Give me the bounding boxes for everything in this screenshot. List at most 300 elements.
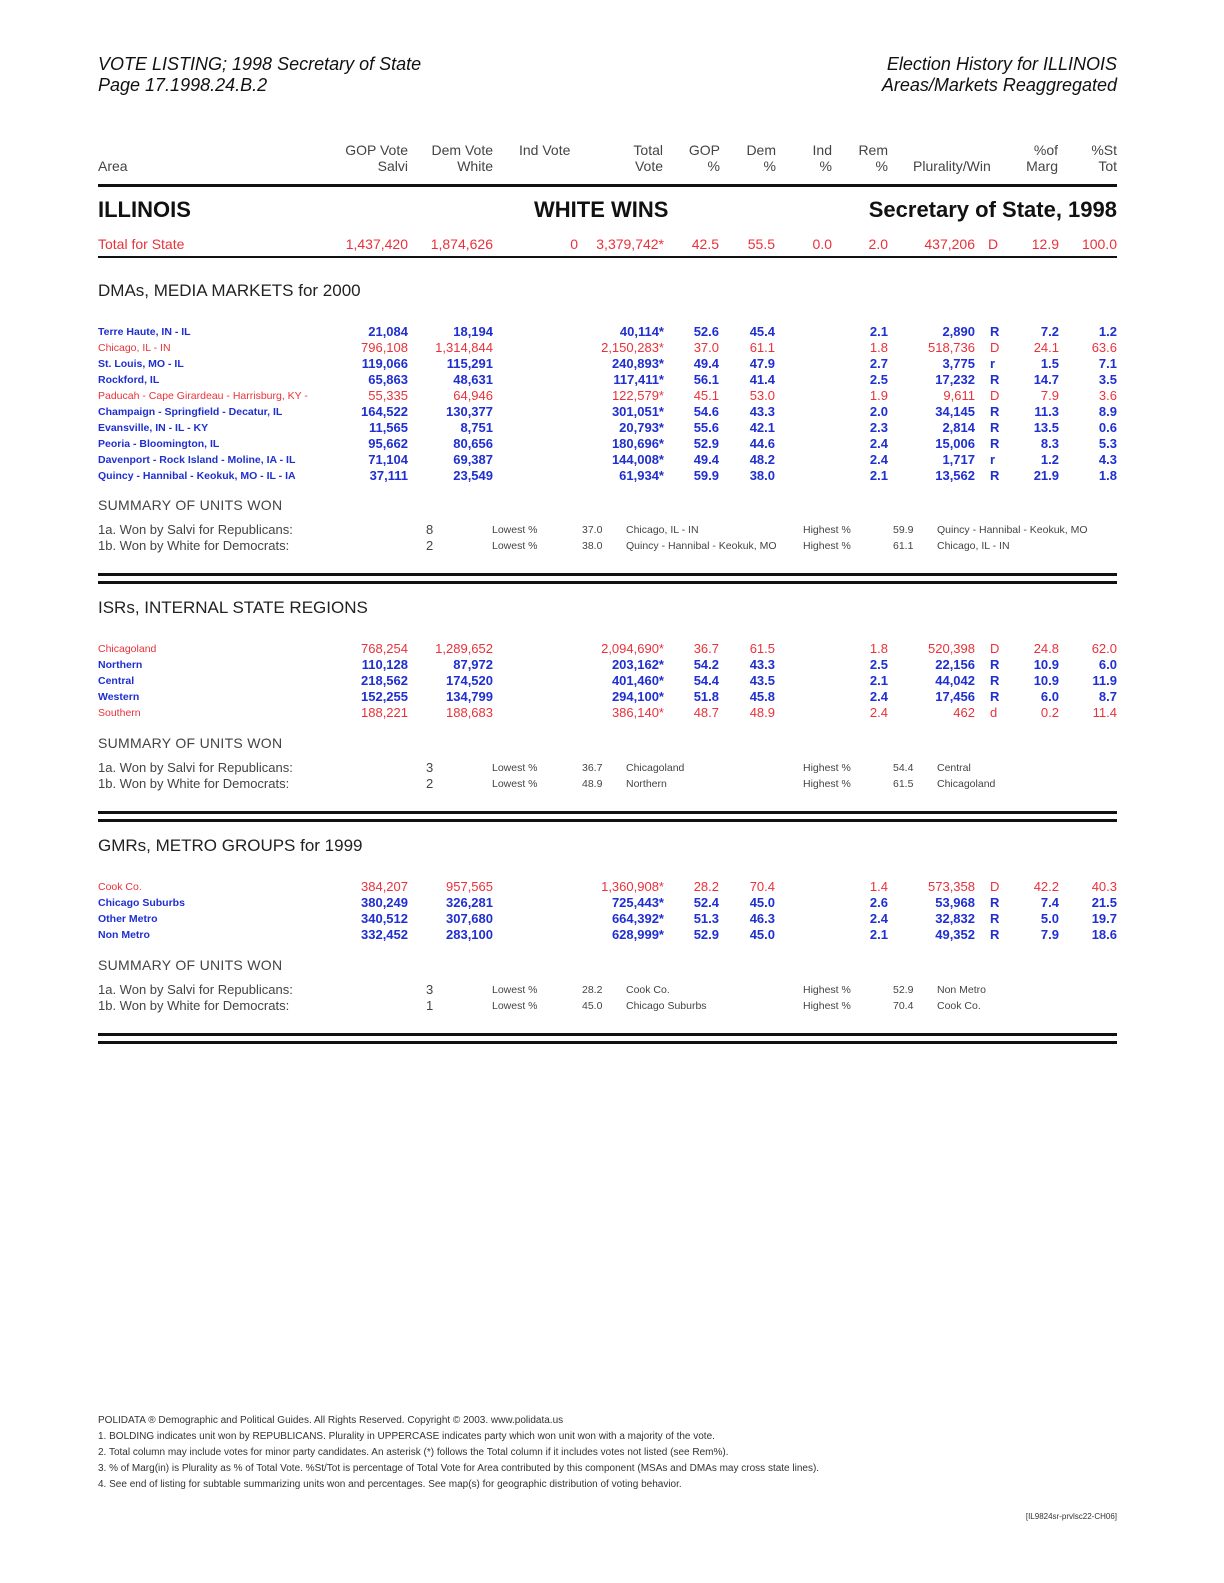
cell-marg: 7.9 xyxy=(1040,388,1059,403)
summary-line-rep xyxy=(0,760,1224,776)
cell-rem: 1.9 xyxy=(869,388,888,403)
page-header-right xyxy=(882,54,1117,96)
cell-gop-pct: 54.2 xyxy=(693,657,719,672)
cell-total: 122,579* xyxy=(611,388,664,403)
area-name: Non Metro xyxy=(98,929,150,941)
cell-gop: 21,084 xyxy=(368,324,408,339)
cell-win: d xyxy=(990,705,998,720)
table-row xyxy=(0,356,1224,372)
cell-tot: 40.3 xyxy=(1091,879,1117,894)
cell-dem: 130,377 xyxy=(446,404,493,419)
summary-label: 1b. Won by White for Democrats: xyxy=(98,998,290,1013)
summary-title: SUMMARY OF UNITS WON xyxy=(98,497,283,513)
cell-tot: 18.6 xyxy=(1091,927,1117,942)
cell-plur: 34,145 xyxy=(935,404,975,419)
highest-area: Quincy - Hannibal - Keokuk, MO xyxy=(937,524,1088,536)
cell-marg: 10.9 xyxy=(1033,657,1059,672)
cell-dem-pct: 44.6 xyxy=(749,436,775,451)
cell-total: 144,008* xyxy=(611,452,664,467)
col-gop-vote: GOP Vote Salvi xyxy=(345,142,408,174)
table-row xyxy=(0,689,1224,705)
document-code: [IL9824sr-prvlsc22-CH06] xyxy=(1025,1512,1117,1521)
cell-plur: 2,890 xyxy=(942,324,975,339)
lowest-label: Lowest % xyxy=(492,524,538,536)
col-dem-pct: Dem % xyxy=(746,142,776,174)
cell-gop-pct: 52.9 xyxy=(693,436,719,451)
lowest-label: Lowest % xyxy=(492,778,538,790)
cell-rem: 2.6 xyxy=(869,895,888,910)
summary-line-dem xyxy=(0,776,1224,792)
cell-tot: 5.3 xyxy=(1098,436,1117,451)
cell-dem: 307,680 xyxy=(446,911,493,926)
cell-rem: 2.1 xyxy=(869,324,888,339)
summary-line-rep xyxy=(0,982,1224,998)
cell-dem: 80,656 xyxy=(453,436,493,451)
cell-dem: 174,520 xyxy=(446,673,493,688)
cell-dem-pct: 48.9 xyxy=(749,705,775,720)
cell-gop: 37,111 xyxy=(369,468,408,483)
footnotes xyxy=(98,1413,819,1493)
cell-rem: 2.1 xyxy=(869,673,888,688)
cell-total: 1,360,908* xyxy=(601,879,664,894)
highest-area: Non Metro xyxy=(937,984,987,996)
cell-win: r xyxy=(990,356,996,371)
cell-dem-pct: 45.8 xyxy=(749,689,775,704)
cell-marg: 7.2 xyxy=(1040,324,1059,339)
cell-tot: 11.4 xyxy=(1092,705,1117,720)
cell-dem: 48,631 xyxy=(453,372,493,387)
cell-dem-pct: 61.5 xyxy=(749,641,775,656)
cell-total: 401,460* xyxy=(611,673,664,688)
summary-title: SUMMARY OF UNITS WON xyxy=(98,957,283,973)
cell-dem: 23,549 xyxy=(453,468,493,483)
table-row xyxy=(0,404,1224,420)
state-name: ILLINOIS xyxy=(98,197,191,222)
cell-gop: 380,249 xyxy=(361,895,408,910)
cell-tot: 11.9 xyxy=(1092,673,1117,688)
lowest-label: Lowest % xyxy=(492,1000,538,1012)
highest-area: Chicago, IL - IN xyxy=(937,540,1010,552)
highest-label: Highest % xyxy=(803,984,851,996)
area-name: Quincy - Hannibal - Keokuk, MO - IL - IA xyxy=(98,470,296,482)
cell-gop-pct: 55.6 xyxy=(693,420,719,435)
col-area: Area xyxy=(98,158,128,174)
cell-dem-pct: 61.1 xyxy=(749,340,775,355)
cell-gop-pct: 37.0 xyxy=(693,340,719,355)
cell-win: D xyxy=(990,879,1000,894)
cell-tot: 7.1 xyxy=(1098,356,1117,371)
cell-win: R xyxy=(990,895,1000,910)
cell-marg: 1.5 xyxy=(1040,356,1059,371)
footnote-2: 2. Total column may include votes for minor party candidates. An asterisk (*) follows the Total column if it includes votes not listed (see Rem%). xyxy=(98,1447,729,1458)
summary-count: 3 xyxy=(426,760,434,775)
area-name: Chicagoland xyxy=(98,643,157,655)
area-name: Southern xyxy=(98,707,141,719)
cell-dem: 1,289,652 xyxy=(435,641,493,656)
section-title: ISRs, INTERNAL STATE REGIONS xyxy=(98,598,368,617)
lowest-label: Lowest % xyxy=(492,984,538,996)
table-row xyxy=(0,657,1224,673)
cell-gop-pct: 56.1 xyxy=(693,372,719,387)
table-row xyxy=(0,673,1224,689)
cell-dem: 134,799 xyxy=(446,689,493,704)
cell-plur: 17,232 xyxy=(935,372,975,387)
highest-value: 59.9 xyxy=(893,524,914,536)
area-name: Rockford, IL xyxy=(98,374,160,386)
cell-rem: 2.7 xyxy=(869,356,888,371)
cell-win: D xyxy=(990,388,1000,403)
cell-dem: 1,314,844 xyxy=(435,340,493,355)
cell-win: D xyxy=(990,340,1000,355)
cell-plur: 49,352 xyxy=(935,927,975,942)
summary-label: 1a. Won by Salvi for Republicans: xyxy=(98,760,293,775)
cell-marg: 13.5 xyxy=(1033,420,1059,435)
winner-banner: WHITE WINS xyxy=(534,197,669,222)
cell-gop: 164,522 xyxy=(361,404,408,419)
cell-win: R xyxy=(990,420,1000,435)
cell-plur: 13,562 xyxy=(935,468,975,483)
cell-win: R xyxy=(990,657,1000,672)
cell-gop: 384,207 xyxy=(361,879,408,894)
cell-rem: 2.0 xyxy=(869,404,888,419)
col-ind-pct: Ind % xyxy=(812,142,832,174)
cell-dem-pct: 46.3 xyxy=(749,911,775,926)
highest-label: Highest % xyxy=(803,762,851,774)
cell-gop: 71,104 xyxy=(368,452,408,467)
summary-line-rep xyxy=(0,522,1224,538)
cell-gop-pct: 45.1 xyxy=(693,388,719,403)
cell-plur: 44,042 xyxy=(935,673,975,688)
footnote-4: 4. See end of listing for subtable summarizing units won and percentages. See map(s) for geographic distribution of voting behavior. xyxy=(98,1479,682,1490)
cell-plur: 462 xyxy=(953,705,975,720)
table-row xyxy=(0,895,1224,911)
cell-win: r xyxy=(990,452,996,467)
listing-title: VOTE LISTING; 1998 Secretary of State xyxy=(98,54,422,74)
cell-marg: 24.8 xyxy=(1033,641,1059,656)
cell-marg: 21.9 xyxy=(1033,468,1059,483)
cell-win: D xyxy=(990,641,1000,656)
cell-gop: 119,066 xyxy=(361,356,408,371)
cell-win: R xyxy=(990,468,1000,483)
cell-tot: 3.5 xyxy=(1098,372,1117,387)
cell-dem-pct: 45.0 xyxy=(749,927,775,942)
highest-value: 52.9 xyxy=(893,984,914,996)
cell-marg: 0.2 xyxy=(1040,705,1059,720)
cell-dem: 957,565 xyxy=(446,879,493,894)
summary-count: 1 xyxy=(426,998,434,1013)
table-row xyxy=(0,452,1224,468)
summary-label: 1a. Won by Salvi for Republicans: xyxy=(98,982,293,997)
cell-dem-pct: 47.9 xyxy=(749,356,775,371)
table-row xyxy=(0,927,1224,943)
area-name: Peoria - Bloomington, IL xyxy=(98,438,220,450)
summary-label: 1a. Won by Salvi for Republicans: xyxy=(98,522,293,537)
cell-tot: 1.8 xyxy=(1098,468,1117,483)
lowest-value: 37.0 xyxy=(582,524,603,536)
cell-total: 2,094,690* xyxy=(601,641,664,656)
cell-marg: 8.3 xyxy=(1040,436,1059,451)
area-name: Central xyxy=(98,675,135,687)
cell-plur: 53,968 xyxy=(935,895,975,910)
col-total-vote: Total Vote xyxy=(633,142,663,174)
cell-gop-pct: 49.4 xyxy=(693,452,719,467)
cell-tot: 6.0 xyxy=(1098,657,1117,672)
lowest-value: 45.0 xyxy=(582,1000,603,1012)
cell-gop: 55,335 xyxy=(368,388,408,403)
table-row xyxy=(0,388,1224,404)
page-header-left xyxy=(98,54,421,96)
cell-plur: 15,006 xyxy=(935,436,975,451)
summary-label: 1b. Won by White for Democrats: xyxy=(98,538,290,553)
cell-tot: 21.5 xyxy=(1091,895,1117,910)
highest-value: 54.4 xyxy=(893,762,914,774)
highest-label: Highest % xyxy=(803,778,851,790)
summary-count: 8 xyxy=(426,522,434,537)
cell-win: R xyxy=(990,404,1000,419)
cell-total: 203,162* xyxy=(611,657,664,672)
summary-count: 2 xyxy=(426,776,434,791)
cell-tot: 3.6 xyxy=(1098,388,1117,403)
area-name: Davenport - Rock Island - Moline, IA - IL xyxy=(98,454,296,466)
cell-marg: 6.0 xyxy=(1040,689,1059,704)
highest-area: Cook Co. xyxy=(937,1000,981,1012)
cell-plur: 573,358 xyxy=(928,879,975,894)
lowest-value: 48.9 xyxy=(582,778,603,790)
cell-marg: 7.4 xyxy=(1040,895,1059,910)
cell-total: 117,411* xyxy=(613,372,664,387)
area-name: Terre Haute, IN - IL xyxy=(98,326,191,338)
cell-tot: 19.7 xyxy=(1091,911,1117,926)
cell-dem: 64,946 xyxy=(453,388,493,403)
table-row xyxy=(0,324,1224,340)
cell-total: 2,150,283* xyxy=(601,340,664,355)
area-name: Champaign - Springfield - Decatur, IL xyxy=(98,406,283,418)
cell-rem: 1.4 xyxy=(869,879,888,894)
cell-gop: 768,254 xyxy=(361,641,408,656)
cell-gop-pct: 51.8 xyxy=(693,689,719,704)
cell-gop: 65,863 xyxy=(368,372,408,387)
cell-dem: 69,387 xyxy=(453,452,493,467)
cell-dem-pct: 48.2 xyxy=(749,452,775,467)
cell-tot: 0.6 xyxy=(1098,420,1117,435)
lowest-area: Chicago, IL - IN xyxy=(626,524,699,536)
history-subtitle: Areas/Markets Reaggregated xyxy=(881,75,1117,95)
cell-dem: 188,683 xyxy=(446,705,493,720)
cell-gop: 11,565 xyxy=(368,420,408,435)
cell-rem: 2.4 xyxy=(869,436,888,451)
cell-rem: 1.8 xyxy=(869,340,888,355)
cell-total: 628,999* xyxy=(611,927,664,942)
cell-gop-pct: 48.7 xyxy=(693,705,719,720)
cell-total: 386,140* xyxy=(611,705,664,720)
history-title: Election History for ILLINOIS xyxy=(886,54,1117,74)
highest-label: Highest % xyxy=(803,540,851,552)
cell-plur: 9,611 xyxy=(943,388,975,403)
cell-plur: 17,456 xyxy=(935,689,975,704)
area-name: Western xyxy=(98,691,140,703)
cell-dem: 87,972 xyxy=(453,657,493,672)
cell-gop-pct: 36.7 xyxy=(693,641,719,656)
cell-dem-pct: 43.3 xyxy=(749,657,775,672)
cell-dem-pct: 70.4 xyxy=(749,879,775,894)
cell-dem-pct: 45.0 xyxy=(749,895,775,910)
area-name: Paducah - Cape Girardeau - Harrisburg, KY - xyxy=(98,390,308,402)
cell-dem: 18,194 xyxy=(453,324,493,339)
table-row xyxy=(0,340,1224,356)
cell-total: 40,114* xyxy=(619,324,664,339)
highest-value: 70.4 xyxy=(893,1000,914,1012)
summary-count: 3 xyxy=(426,982,434,997)
summary-line-dem xyxy=(0,538,1224,554)
area-name: Chicago, IL - IN xyxy=(98,342,171,354)
table-row xyxy=(0,468,1224,484)
lowest-value: 28.2 xyxy=(582,984,603,996)
cell-rem: 2.4 xyxy=(869,911,888,926)
cell-total: 180,696* xyxy=(611,436,664,451)
cell-dem-pct: 41.4 xyxy=(749,372,775,387)
cell-rem: 2.5 xyxy=(869,657,888,672)
page-number: Page 17.1998.24.B.2 xyxy=(98,75,268,95)
col-dem-vote: Dem Vote White xyxy=(431,142,493,174)
cell-dem-pct: 42.1 xyxy=(749,420,775,435)
cell-gop-pct: 52.4 xyxy=(693,895,719,910)
table-row xyxy=(0,705,1224,721)
lowest-area: Chicago Suburbs xyxy=(626,1000,707,1012)
highest-value: 61.1 xyxy=(893,540,914,552)
cell-dem-pct: 53.0 xyxy=(749,388,775,403)
area-name: Northern xyxy=(98,659,143,671)
cell-gop: 152,255 xyxy=(361,689,408,704)
cell-gop-pct: 52.9 xyxy=(693,927,719,942)
summary-title: SUMMARY OF UNITS WON xyxy=(98,735,283,751)
cell-dem-pct: 38.0 xyxy=(749,468,775,483)
summary-count: 2 xyxy=(426,538,434,553)
cell-total: 240,893* xyxy=(611,356,664,371)
cell-marg: 5.0 xyxy=(1040,911,1059,926)
section-title: DMAs, MEDIA MARKETS for 2000 xyxy=(98,281,361,300)
lowest-value: 36.7 xyxy=(582,762,603,774)
area-name: Chicago Suburbs xyxy=(98,897,185,909)
summary-line-dem xyxy=(0,998,1224,1014)
col-marg: %of Marg xyxy=(1026,142,1058,174)
cell-marg: 14.7 xyxy=(1033,372,1059,387)
col-ind-vote: Ind Vote xyxy=(519,142,571,158)
footnote-3: 3. % of Marg(in) is Plurality as % of Total Vote. %St/Tot is percentage of Total Vote for Area contributed by this component (MSAs and DMAs may cross state lines). xyxy=(98,1463,820,1474)
cell-gop-pct: 49.4 xyxy=(693,356,719,371)
cell-win: R xyxy=(990,436,1000,451)
section-double-rule xyxy=(98,573,1117,584)
table-row xyxy=(0,641,1224,657)
cell-dem: 115,291 xyxy=(446,356,493,371)
footnote-1: 1. BOLDING indicates unit won by REPUBLICANS. Plurality in UPPERCASE indicates party which won unit won with a majority of the vote. xyxy=(98,1431,715,1442)
cell-marg: 42.2 xyxy=(1033,879,1059,894)
col-plurality: Plurality/Win xyxy=(913,158,991,174)
cell-gop-pct: 54.4 xyxy=(693,673,719,688)
table-row xyxy=(0,420,1224,436)
highest-area: Chicagoland xyxy=(937,778,996,790)
cell-gop: 340,512 xyxy=(361,911,408,926)
cell-plur: 1,717 xyxy=(942,452,975,467)
cell-gop-pct: 59.9 xyxy=(693,468,719,483)
state-total-rule xyxy=(98,256,1117,258)
section-double-rule xyxy=(98,811,1117,822)
cell-rem: 2.1 xyxy=(869,927,888,942)
table-row xyxy=(0,372,1224,388)
lowest-value: 38.0 xyxy=(582,540,603,552)
lowest-area: Chicagoland xyxy=(626,762,685,774)
area-name: St. Louis, MO - IL xyxy=(98,358,184,370)
highest-label: Highest % xyxy=(803,1000,851,1012)
cell-gop-pct: 28.2 xyxy=(693,879,719,894)
section-title: GMRs, METRO GROUPS for 1999 xyxy=(98,836,363,855)
cell-total: 294,100* xyxy=(611,689,664,704)
cell-rem: 2.3 xyxy=(869,420,888,435)
cell-plur: 518,736 xyxy=(928,340,975,355)
cell-dem-pct: 43.3 xyxy=(749,404,775,419)
cell-tot: 1.2 xyxy=(1098,324,1117,339)
cell-plur: 32,832 xyxy=(935,911,975,926)
cell-gop-pct: 52.6 xyxy=(693,324,719,339)
cell-win: R xyxy=(990,911,1000,926)
cell-win: R xyxy=(990,689,1000,704)
cell-gop-pct: 54.6 xyxy=(693,404,719,419)
cell-rem: 2.4 xyxy=(869,452,888,467)
cell-dem: 8,751 xyxy=(460,420,493,435)
cell-rem: 1.8 xyxy=(869,641,888,656)
cell-total: 61,934* xyxy=(619,468,664,483)
header-rule xyxy=(98,184,1117,187)
cell-gop: 110,128 xyxy=(361,657,408,672)
cell-gop-pct: 51.3 xyxy=(693,911,719,926)
cell-dem: 326,281 xyxy=(446,895,493,910)
cell-total: 301,051* xyxy=(611,404,664,419)
cell-total: 725,443* xyxy=(611,895,664,910)
cell-rem: 2.4 xyxy=(869,705,888,720)
cell-tot: 63.6 xyxy=(1091,340,1117,355)
cell-dem: 283,100 xyxy=(446,927,493,942)
cell-rem: 2.5 xyxy=(869,372,888,387)
table-row xyxy=(0,436,1224,452)
cell-marg: 7.9 xyxy=(1040,927,1059,942)
cell-marg: 10.9 xyxy=(1033,673,1059,688)
lowest-area: Northern xyxy=(626,778,667,790)
summary-label: 1b. Won by White for Democrats: xyxy=(98,776,290,791)
cell-plur: 3,775 xyxy=(942,356,975,371)
race-title: Secretary of State, 1998 xyxy=(868,197,1117,222)
area-name: Cook Co. xyxy=(98,881,142,893)
table-row xyxy=(0,879,1224,895)
cell-tot: 62.0 xyxy=(1091,641,1117,656)
cell-gop: 332,452 xyxy=(361,927,408,942)
area-name: Evansville, IN - IL - KY xyxy=(98,422,209,434)
cell-win: R xyxy=(990,324,1000,339)
table-row xyxy=(0,911,1224,927)
cell-win: R xyxy=(990,927,1000,942)
cell-total: 664,392* xyxy=(611,911,664,926)
highest-value: 61.5 xyxy=(893,778,914,790)
cell-gop: 218,562 xyxy=(361,673,408,688)
lowest-label: Lowest % xyxy=(492,540,538,552)
highest-area: Central xyxy=(937,762,971,774)
cell-win: R xyxy=(990,673,1000,688)
col-rem-pct: Rem % xyxy=(858,142,888,174)
cell-marg: 1.2 xyxy=(1040,452,1059,467)
cell-plur: 520,398 xyxy=(928,641,975,656)
copyright-line: POLIDATA ® Demographic and Political Guides. All Rights Reserved. Copyright © 2003. www.polidata.us xyxy=(98,1415,564,1426)
lowest-area: Cook Co. xyxy=(626,984,670,996)
cell-dem-pct: 43.5 xyxy=(749,673,775,688)
cell-dem-pct: 45.4 xyxy=(749,324,775,339)
